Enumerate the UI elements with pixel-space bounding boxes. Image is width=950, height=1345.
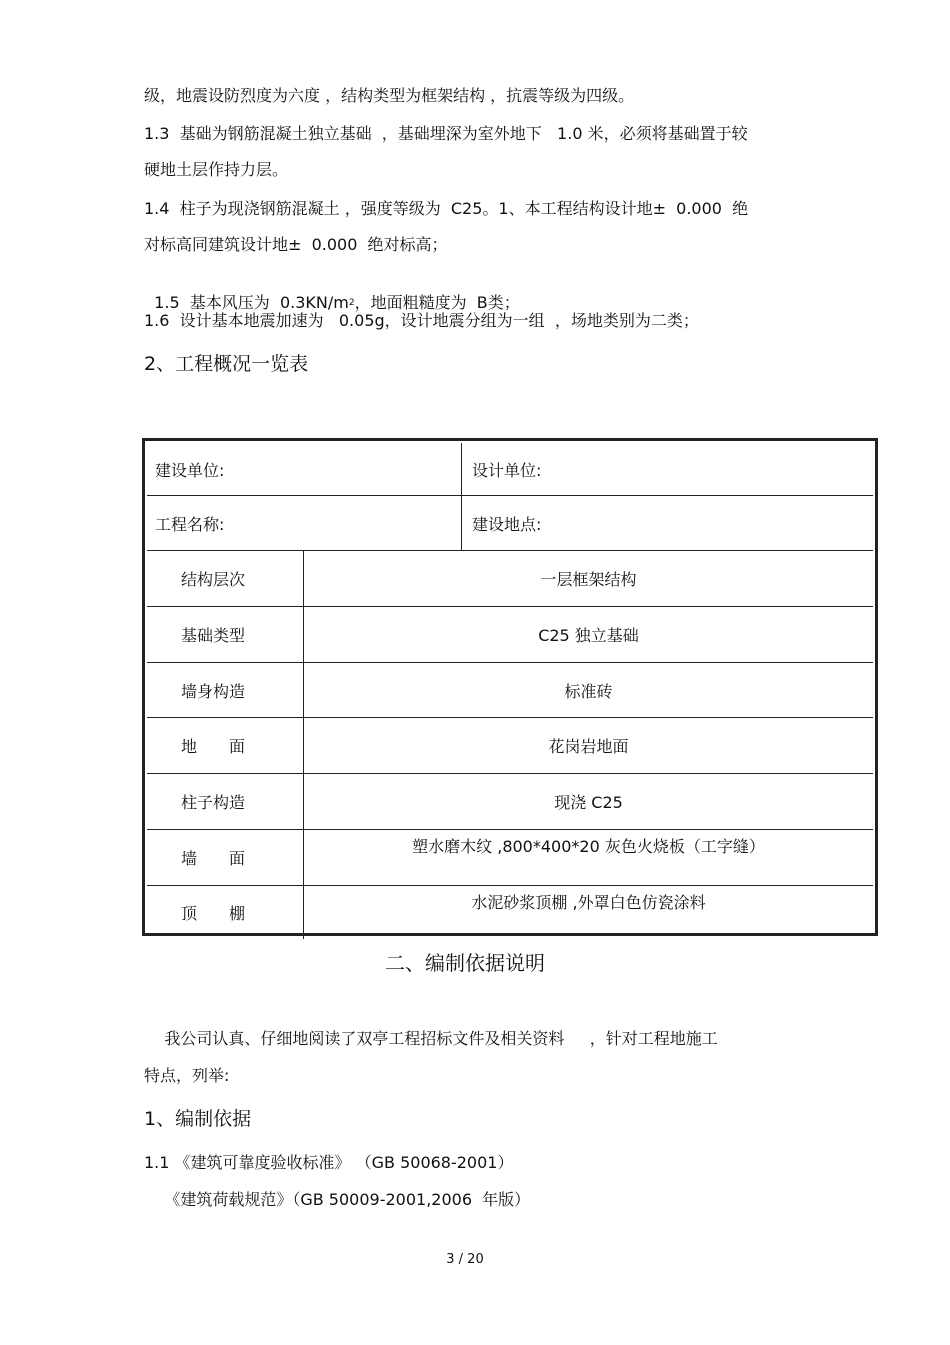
row-value: 塑水磨木纹 ,800*400*20 灰色火烧板（工字缝）: [412, 837, 765, 856]
table-row: [147, 551, 873, 607]
paragraph-line: 级，地震设防烈度为六度 ，结构类型为框架结构 ，抗震等级为四级。: [144, 86, 635, 105]
wind-pressure-text: 1.5 基本风压为 0.3KN/m: [154, 293, 349, 312]
chapter-title: 二、编制依据说明: [385, 951, 545, 975]
paragraph-line: 硬地土层作持力层。: [144, 160, 289, 179]
row-label: 地 面: [181, 737, 246, 756]
table-cell: 建设单位:: [155, 460, 225, 480]
row-label: 墙 面: [181, 849, 246, 868]
row-value: C25 独立基础: [538, 626, 639, 645]
row-value: 一层框架结构: [540, 570, 637, 589]
table-cell: 建设地点:: [472, 514, 542, 534]
paragraph-line: 我公司认真、仔细地阅读了双亭工程招标文件及相关资料 ，针对工程地施工: [144, 1029, 718, 1048]
table-cell: 工程名称:: [155, 514, 225, 534]
table-row: [147, 830, 873, 886]
roughness-text: ，地面粗糙度为 B类；: [354, 293, 520, 312]
page-number: 3 / 20: [446, 1252, 484, 1267]
table-row: [147, 496, 873, 551]
row-label: 顶 棚: [181, 904, 246, 923]
reference-item: 《建筑荷载规范》（GB 50009-2001,2006 年版）: [144, 1190, 531, 1209]
paragraph-line: 1.4 柱子为现浇钢筋混凝土 ，强度等级为 C25。1、本工程结构设计地± 0.000 绝: [144, 199, 749, 218]
superscript: 2: [348, 298, 355, 308]
table-row: [147, 718, 873, 774]
project-overview-table: [142, 438, 878, 936]
section-heading: 2、工程概况一览表: [144, 353, 309, 375]
row-value: 现浇 C25: [554, 793, 623, 812]
table-cell: 设计单位:: [472, 460, 542, 480]
reference-item: 1.1 《建筑可靠度验收标准》 （GB 50068-2001）: [144, 1153, 514, 1172]
paragraph-line: 1.6 设计基本地震加速为 0.05g，设计地震分组为一组 ，场地类别为二类；: [144, 311, 699, 330]
paragraph-line: 1.3 基础为钢筋混凝土独立基础 ，基础埋深为室外地下 1.0 米，必须将基础置于较: [144, 124, 748, 143]
row-label: 墙身构造: [181, 681, 246, 701]
row-value: 水泥砂浆顶棚 ,外罩白色仿瓷涂料: [471, 893, 706, 912]
row-label: 柱子构造: [181, 793, 246, 812]
row-value: 标准砖: [564, 681, 613, 701]
row-label: 结构层次: [181, 570, 246, 589]
subsection-heading: 1、编制依据: [144, 1108, 252, 1130]
table-row: [147, 774, 873, 830]
row-value: 花岗岩地面: [548, 737, 629, 756]
paragraph-line: 特点，列举:: [144, 1066, 230, 1085]
table-row: [147, 443, 873, 496]
table-row: [147, 886, 873, 939]
table-row: [147, 607, 873, 663]
paragraph-line: 对标高同建筑设计地± 0.000 绝对标高；: [144, 235, 448, 254]
paragraph-line: [144, 273, 520, 313]
row-label: 基础类型: [181, 626, 246, 645]
table-row: [147, 663, 873, 718]
